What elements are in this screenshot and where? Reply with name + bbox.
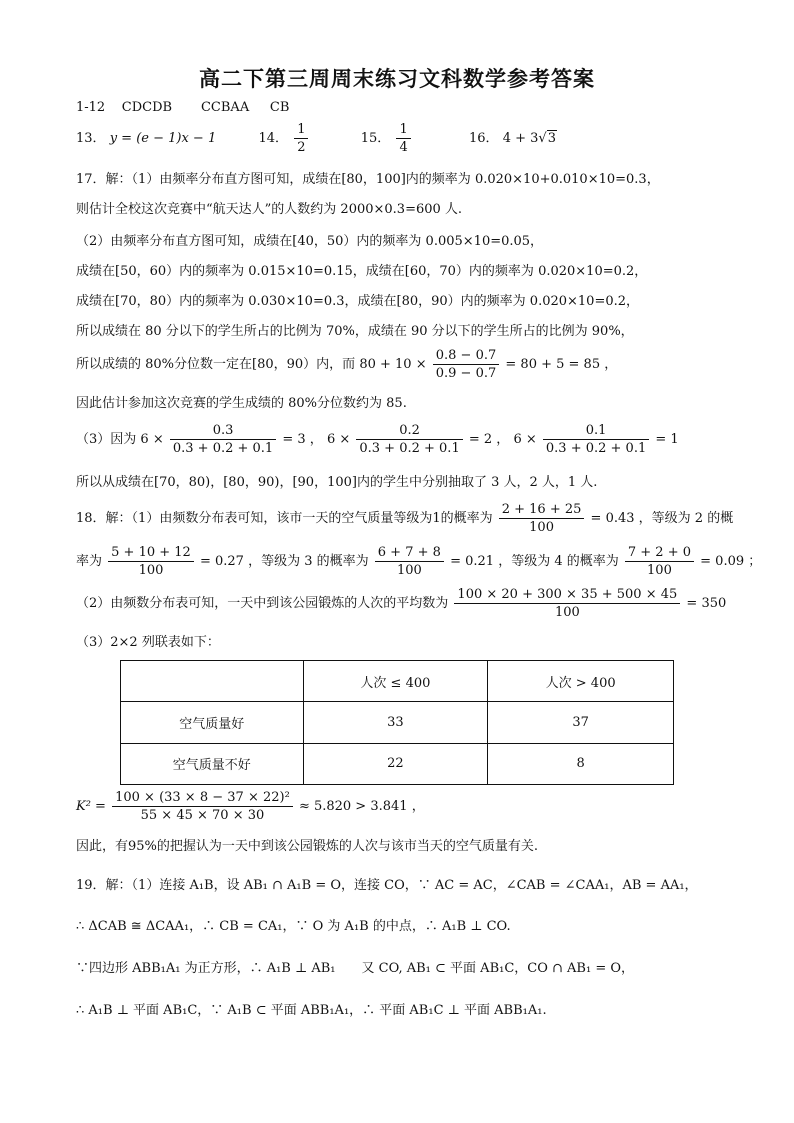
- fill-answers: [76, 122, 557, 156]
- q14-label: 14．: [258, 131, 289, 146]
- q13-label: 13．: [76, 131, 106, 146]
- q18-k2-formula: K² = $\frac{\text{100 × (33 × 8 − 37 × 22)²}}{55 \times 45 \times 70 \times 30}$ ≈ 5.820 > 3.841 ，: [76, 790, 425, 823]
- q17-line-9: （3）因为 6 × $\frac{0.3}{0.3 + 0.2 + 0.1}$ = 3 ， 6 × $\frac{0.2}{0.3 + 0.2 + 0.1}$ = 2 ， 6 × $\frac{0.1}{0.3 + 0.2 + 0.1}$ = 1: [76, 423, 679, 456]
- table-cell: 22: [303, 743, 488, 784]
- q15-label: 15．: [360, 131, 391, 146]
- q17-line-6: 所以成绩在 80 分以下的学生所占的比例为 70%，成绩在 90 分以下的学生所占的比例为 90%，: [76, 324, 634, 339]
- q17-line-8: 因此估计参加这次竞赛的学生成绩的 80%分位数约为 85.: [76, 396, 407, 411]
- q18-prob-level2: $\frac{5 + 10 + 12}{100}$: [108, 545, 194, 578]
- choice-group-1: CDCDB: [121, 100, 173, 115]
- q18-line-1: 18．解：（1）由频数分布表可知，该市一天的空气质量等级为1的概率为 $\frac{2 + 16 + 25}{100}$ = 0.43 ，等级为 2 的概: [76, 502, 734, 535]
- q17-line-2: 则估计全校这次竞赛中“航天达人”的人数约为 2000×0.3=600 人.: [76, 202, 463, 217]
- q18-line-4: （3）2×2 列联表如下：: [76, 635, 220, 650]
- choice-group-3: CB: [269, 100, 290, 115]
- q16-label: 16．: [469, 131, 499, 146]
- choice-label: 1-12: [76, 100, 106, 115]
- q18-mean-fraction: $\frac{100 \times 20 + 300 \times 35 + 500 \times 45}{100}$: [454, 587, 680, 620]
- q18-prob-level3: $\frac{6 + 7 + 8}{100}$: [375, 545, 444, 578]
- q14-answer: $\frac{1}{2}$: [294, 122, 308, 155]
- choice-group-2: CCBAA: [200, 100, 250, 115]
- q17-line-10: 所以从成绩在[70，80)，[80，90)，[90，100]内的学生中分别抽取了 3 人，2 人，1 人.: [76, 475, 598, 490]
- q18-prob-level1: $\frac{2 + 16 + 25}{100}$: [499, 502, 585, 535]
- q18-line-2: 率为 $\frac{5 + 10 + 12}{100}$ = 0.27 ，等级为 3 的概率为 $\frac{6 + 7 + 8}{100}$ = 0.21 ，等级为 4 的概率为 $\frac{7 + 2 + 0}{100}$ = 0.09 ；: [76, 545, 762, 578]
- table-row: [121, 743, 674, 784]
- q19-line-4: ∴ A₁B ⊥ 平面 AB₁C，∵ A₁B ⊂ 平面 ABB₁A₁，∴ 平面 AB₁C ⊥ 平面 ABB₁A₁.: [76, 1003, 547, 1018]
- q17-line-4: 成绩在[50，60）内的频率为 0.015×10=0.15，成绩在[60，70）内的频率为 0.020×10=0.2，: [76, 264, 648, 279]
- choice-answers: [76, 99, 289, 117]
- q18-conclusion: 因此，有95%的把握认为一天中到该公园锻炼的人次与该市当天的空气质量有关.: [76, 839, 539, 854]
- table-cell: 空气质量好: [121, 702, 304, 743]
- table-row: [121, 702, 674, 743]
- table-header-cell: 人次 > 400: [488, 661, 674, 702]
- q19-line-3: ∵四边形 ABB₁A₁ 为正方形，∴ A₁B ⊥ AB₁ 又 CO, AB₁ ⊂ 平面 AB₁C，CO ∩ AB₁ = O，: [76, 961, 635, 976]
- q17-line-3: （2）由频率分布直方图可知，成绩在[40，50）内的频率为 0.005×10=0.05，: [76, 234, 544, 249]
- q15-answer: $\frac{1}{4}$: [396, 122, 410, 155]
- q18-prob-level4: $\frac{7 + 2 + 0}{100}$: [625, 545, 694, 578]
- q19-line-1: 19．解：（1）连接 A₁B，设 AB₁ ∩ A₁B = O，连接 CO，∵ AC = AC，∠CAB = ∠CAA₁，AB = AA₁，: [76, 878, 698, 893]
- q17-sample-fraction-1: $\frac{0.3}{0.3 + 0.2 + 0.1}$: [170, 423, 276, 456]
- table-header-cell: [121, 661, 304, 702]
- contingency-table: [120, 660, 674, 785]
- q17-sample-fraction-2: $\frac{0.2}{0.3 + 0.2 + 0.1}$: [356, 423, 462, 456]
- table-header-cell: 人次 ≤ 400: [303, 661, 488, 702]
- table-cell: 空气质量不好: [121, 743, 304, 784]
- table-header-row: [121, 661, 674, 702]
- q13-answer: y = (e − 1)x − 1: [109, 131, 217, 146]
- q19-line-2: ∴ ΔCAB ≅ ΔCAA₁，∴ CB = CA₁，∵ O 为 A₁B 的中点，∴ A₁B ⊥ CO.: [76, 919, 511, 934]
- table-cell: 33: [303, 702, 488, 743]
- q18-line-3: （2）由频数分布表可知，一天中到该公园锻炼的人次的平均数为 $\frac{100 \times 20 + 300 \times 35 + 500 \times 45}{100}$ = 350: [76, 587, 727, 620]
- q17-line-7: 所以成绩的 80%分位数一定在[80，90）内，而 80 + 10 × $\frac{0.8 - 0.7}{0.9 - 0.7}$ = 80 + 5 = 85 ，: [76, 348, 618, 381]
- q17-line-5: 成绩在[70，80）内的频率为 0.030×10=0.3，成绩在[80，90）内的频率为 0.020×10=0.2，: [76, 294, 640, 309]
- q16-answer: 4 + 3√3: [502, 131, 556, 146]
- q18-k2-fraction: $\frac{\text{100 × (33 × 8 − 37 × 22)²}}{55 \times 45 \times 70 \times 30}$: [112, 790, 293, 823]
- page-title: 高二下第三周周末练习文科数学参考答案: [199, 67, 595, 91]
- q17-sample-fraction-3: $\frac{0.1}{0.3 + 0.2 + 0.1}$: [543, 423, 649, 456]
- table-cell: 8: [488, 743, 674, 784]
- q17-percentile-fraction: $\frac{0.8 - 0.7}{0.9 - 0.7}$: [433, 348, 500, 381]
- q17-line-1: 17．解：（1）由频率分布直方图可知，成绩在[80，100]内的频率为 0.020×10+0.010×10=0.3，: [76, 172, 660, 187]
- table-cell: 37: [488, 702, 674, 743]
